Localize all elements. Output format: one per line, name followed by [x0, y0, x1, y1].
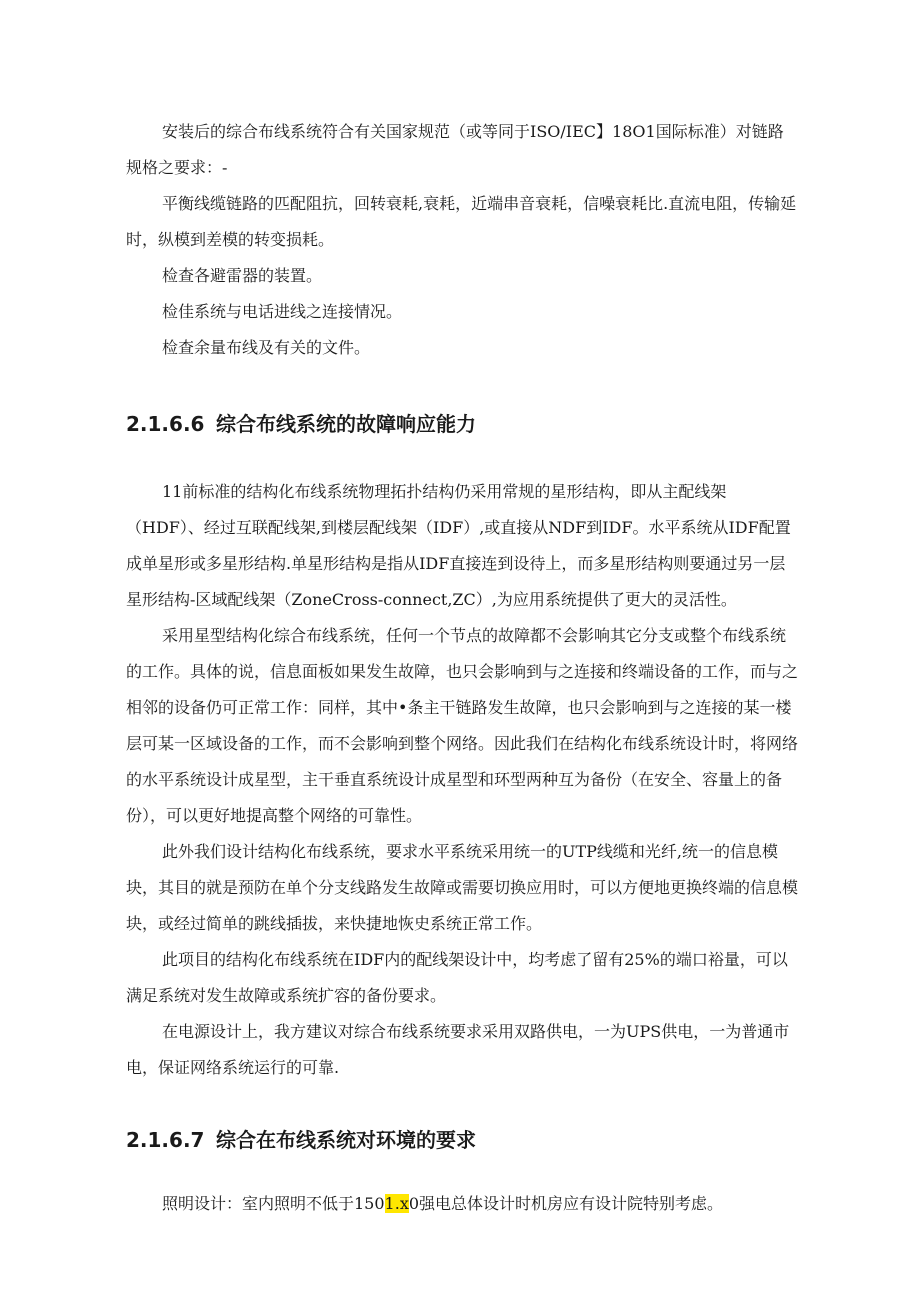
section-number: 2.1.6.6: [126, 412, 205, 436]
paragraph-phone-line-check: 检佳系统与电话进线之连接情况。: [162, 302, 403, 321]
lighting-text-after: 0强电总体设计时机房应有设计院特别考虑。: [408, 1194, 724, 1213]
paragraph-unified-modules: 此外我们设计结构化布线系统，要求水平系统采用统一的UTP线缆和光纤,统一的信息模块，其目的就是预防在单个分支线路发生故障或需要切换应用时，可以方便地更换终端的信息模块，或经过简单的跳线插拔，来快捷地恢史系统正常工作。: [126, 842, 799, 933]
section-heading-environment: [126, 1126, 806, 1154]
paragraph-link-standards: 安装后的综合布线系统符合有关国家规范（或等同于ISO/IEC】18O1国际标准）对链路规格之要求：-: [126, 122, 784, 177]
paragraph-lighting-design: [126, 1186, 798, 1222]
paragraph-star-structure: 采用星型结构化综合布线系统，任何一个节点的故障都不会影响其它分支或整个布线系统的工作。具体的说，信息面板如果发生故障，也只会影响到与之连接和终端设备的工作，而与之相邻的设备仍可正常工作：同样，其中•条主干链路发生故障，也只会影响到与之连接的某一楼层可某一区域设备的工作，而不会影响到整个网络。因此我们在结构化布线系统设计时，将网络的水平系统设计成星型，主干垂直系统设计成星型和环型两种互为备份（在安全、容量上的备份），可以更好地提高整个网络的可靠性。: [126, 626, 799, 825]
paragraph-topology: 11前标准的结构化布线系统物理拓扑结构仍采用常规的星形结构，即从主配线架（HDF）、经过互联配线架,到楼层配线架（IDF）,或直接从NDF到IDF。水平系统从IDF配置成单星形或多星形结构.单星形结构是指从IDF直接连到设待上，而多星形结构则要通过另一层星形结构-区域配线架（ZoneCross-connect,ZC）,为应用系统提供了更大的灵活性。: [126, 482, 791, 609]
lighting-text-before: 照明设计：室内照明不低于150: [162, 1194, 385, 1213]
section-title: 综合在布线系统对环境的要求: [216, 1128, 476, 1152]
section-heading-fault-response: [126, 410, 806, 438]
section-number: 2.1.6.7: [126, 1128, 205, 1152]
paragraph-lightning-check: 检查各避雷器的装置。: [162, 266, 323, 285]
paragraph-port-margin: 此项目的结构化布线系统在IDF内的配线架设计中，均考虑了留有25%的端口裕量，可以满足系统对发生故障或系统扩容的备份要求。: [126, 950, 788, 1005]
section-title: 综合布线系统的故障响应能力: [216, 412, 476, 436]
paragraph-power-supply: 在电源设计上，我方建议对综合布线系统要求采用双路供电，一为UPS供电，一为普通市电，保证网络系统运行的可靠.: [126, 1022, 790, 1077]
highlighted-text: 1.x: [384, 1194, 409, 1213]
paragraph-spare-cabling-check: 检查余量布线及有关的文件。: [162, 338, 371, 357]
paragraph-link-parameters: 平衡线缆链路的匹配阻抗，回转衰耗,衰耗，近端串音衰耗，信噪衰耗比.直流电阻，传输延时，纵模到差模的转变损耗。: [126, 194, 797, 249]
